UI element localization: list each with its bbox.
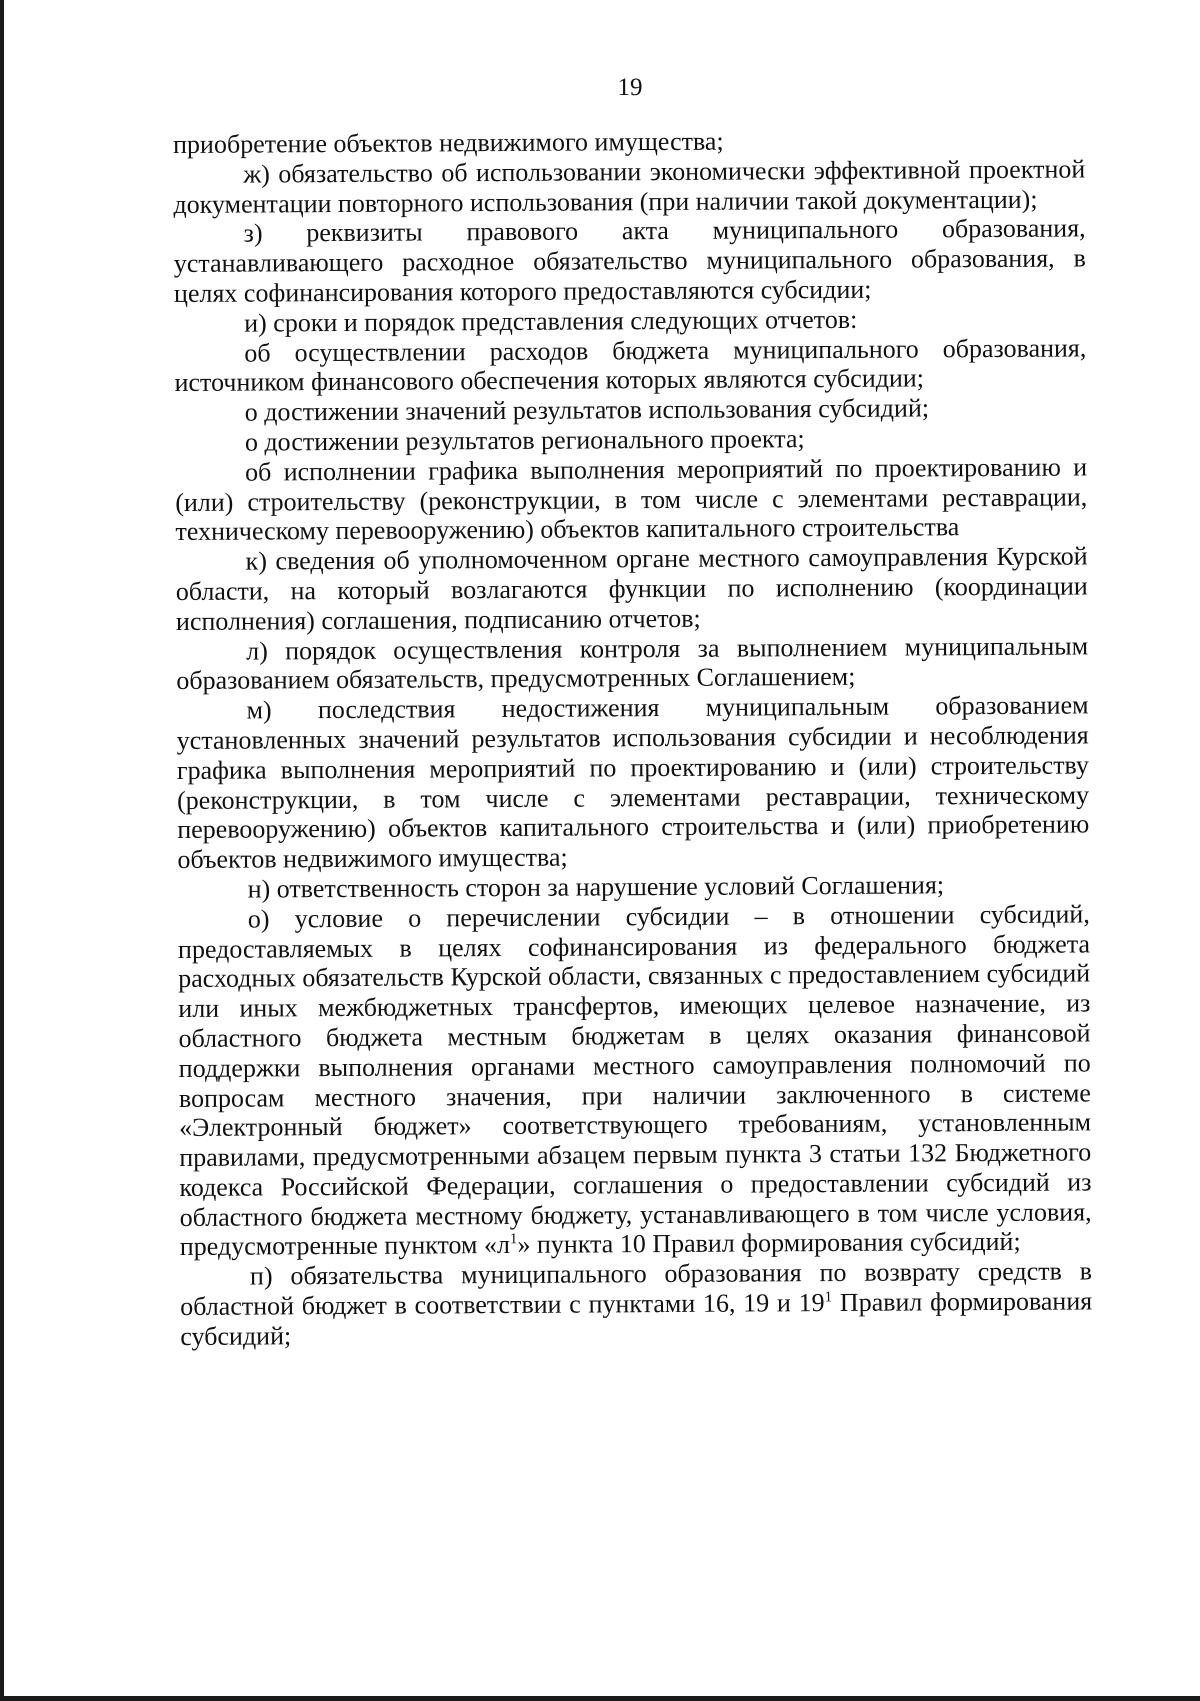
- paragraph-o-text: о) условие о перечислении субсидии – в отношении субсидий, предоставляемых в целях софинансирования из федерального бюджета расходных обязательств Курской области, связанных с предоставлением субсидий или иных межбюджетных трансфертов, имеющих целевое назначение, из областного бюджета местным бюджетам в целях оказания финансовой поддержки выполнения органами местного самоуправления полномочий по вопросам местного значения, при наличии заключенного в системе «Электронный бюджет» соответствующего требованиям, установленным правилами, предусмотренными абзацем первым пункта 3 статьи 132 Бюджетного кодекса Российской Федерации, соглашения о предоставлении субсидий из областного бюджета местному бюджету, устанавливающего в том числе условия, предусмотренные пунктом «л: [177, 899, 1092, 1262]
- paragraph-z: з) реквизиты правового акта муниципального образования, устанавливающего расходное обязательство муниципального образования, в целях софинансирования которого предоставляются субсидии;: [173, 213, 1086, 308]
- paragraph-report-schedule: об исполнении графика выполнения мероприятий по проектированию и (или) строительству (реконструкции, в том числе с элементами реставрации, техническому перевооружению) объектов капитального строительства: [175, 452, 1088, 547]
- paragraph-n: н) ответственность сторон за нарушение условий Соглашения;: [247, 870, 945, 904]
- paragraph-report-regional-project: о достижении результатов регионального проекта;: [244, 424, 805, 457]
- paragraph-o-text-end: » пункта 10 Правил формирования субсидий;: [517, 1227, 1021, 1260]
- paragraph-i: и) сроки и порядок представления следующих отчетов:: [244, 304, 858, 338]
- paragraph-p-text: п) обязательства муниципального образования по возврату средств в областной бюджет в соответствии с пунктами 16, 19 и 19: [180, 1256, 1093, 1322]
- paragraph-report-results-values: о достижении значений результатов использования субсидий;: [244, 393, 930, 427]
- scan-edge-bottom: [0, 1696, 1200, 1701]
- paragraph-p: [180, 1257, 1093, 1352]
- paragraph-zh: ж) обязательство об использовании экономически эффективной проектной документации повторного использования (при наличии такой документации);: [173, 154, 1086, 219]
- paragraph-m: м) последствия недостижения муниципальным образованием установленных значений результатов использования субсидии и несоблюдения графика выполнения мероприятий по проектированию и (или) строительству (реконструкции, в том числе с элементами реставрации, техническому перевооружению) объектов капитального строительства и (или) приобретению объектов недвижимого имущества;: [176, 690, 1090, 875]
- document-body: [173, 124, 1092, 1351]
- paragraph-continuation: приобретение объектов недвижимого имущества;: [173, 126, 724, 159]
- scan-edge-left: [0, 0, 4, 1701]
- paragraph-l: л) порядок осуществления контроля за выполнением муниципальным образованием обязательств, предусмотренных Соглашением;: [176, 630, 1089, 696]
- superscript: 1: [824, 1289, 833, 1306]
- superscript: 1: [509, 1231, 518, 1248]
- paragraph-o: [178, 899, 1092, 1262]
- paragraph-k: к) сведения об уполномоченном органе местного самоуправления Курской области, на который возлагаются функции по исполнению (координации исполнения) соглашения, подписанию отчетов;: [175, 541, 1088, 636]
- paragraph-report-expenses: об осуществлении расходов бюджета муниципального образования, источником финансового обеспечения которых являются субсидии;: [174, 333, 1087, 398]
- paragraph-p-text-end: Правил формирования субсидий;: [180, 1286, 1093, 1351]
- page-number: 19: [617, 74, 643, 101]
